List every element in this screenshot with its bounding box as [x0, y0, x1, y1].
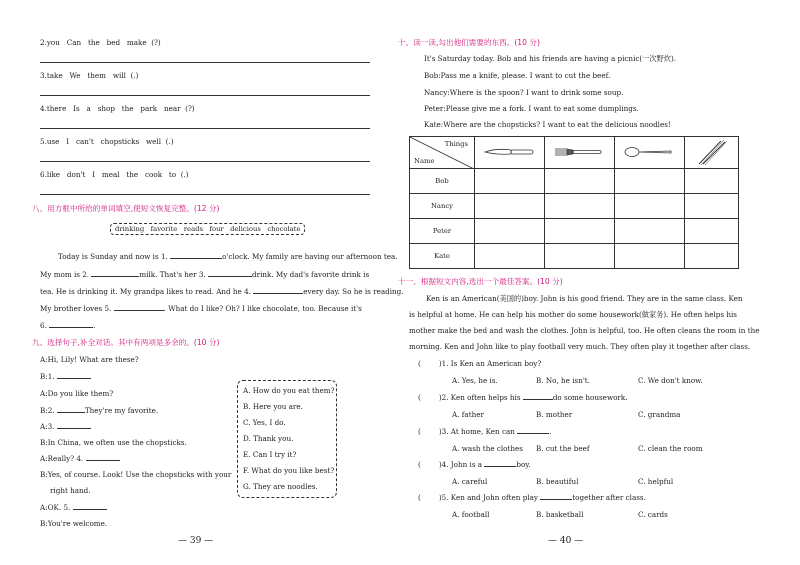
passage-text: tea. He is drinking it. My grandpa likes to read. And he 4. — [40, 287, 251, 296]
item-number: 2. — [40, 38, 47, 47]
passage-line — [40, 270, 369, 279]
option: B. No, he isn't. — [536, 376, 590, 385]
blank-3[interactable] — [208, 276, 252, 277]
dialog-line: B:In China, we often use the chopsticks. — [40, 438, 187, 447]
punctuation-hint: (.) — [130, 71, 139, 80]
check-cell[interactable] — [684, 244, 738, 269]
section-11-title: 十一、根据短文内容,选出一个最佳答案。(10 分) — [398, 277, 563, 286]
item-number: 6. — [40, 170, 47, 179]
spoon-column-header — [614, 137, 684, 169]
dialog-line: B:Yes, of course. Look! Use the chopsticks with your — [40, 470, 232, 479]
option: A. football — [452, 510, 490, 519]
question-text: 5. Ken and John often play — [441, 493, 538, 502]
check-cell[interactable] — [614, 194, 684, 219]
passage-line — [40, 287, 404, 296]
name-cell: Nancy — [410, 194, 475, 219]
option: C. cards — [638, 510, 668, 519]
answer-line[interactable] — [40, 95, 370, 96]
story-line: It's Saturday today. Bob and his friends are having a picnic(一次野炊). — [424, 54, 677, 63]
passage-text: every day. So he is reading. — [303, 287, 404, 296]
paren: ( — [418, 493, 421, 502]
table-row — [410, 169, 739, 194]
check-cell[interactable] — [475, 244, 545, 269]
page-number-left: — 39 — — [178, 536, 214, 546]
check-cell[interactable] — [684, 169, 738, 194]
table-corner-cell — [410, 137, 475, 169]
punctuation-hint: (?) — [151, 38, 161, 47]
passage-line — [58, 252, 398, 261]
dialog-blank-3[interactable] — [57, 428, 91, 429]
punctuation-hint: (.) — [180, 170, 189, 179]
dialog-line — [40, 454, 120, 463]
story-line: Bob:Pass me a knife, please. I want to cut the beef. — [424, 71, 611, 80]
option: A. careful — [452, 477, 488, 486]
dialog-blank-1[interactable] — [57, 378, 91, 379]
answer-line[interactable] — [40, 161, 370, 162]
knife-column-header — [475, 137, 545, 169]
paren: ( — [418, 359, 421, 368]
dialog-blank-4[interactable] — [86, 460, 120, 461]
option-a: A. How do you eat them? — [243, 386, 335, 395]
blank-2[interactable] — [91, 276, 139, 277]
corner-name-label: Name — [414, 157, 435, 165]
dialog-text: B:2. — [40, 406, 55, 415]
paren: ) — [438, 359, 442, 368]
paren: ( — [418, 393, 421, 402]
question-5 — [418, 493, 646, 502]
paren: ) — [438, 393, 442, 402]
option-g: G. They are noodles. — [243, 482, 318, 491]
dialog-blank-5[interactable] — [73, 509, 107, 510]
punctuation-hint: (.) — [165, 137, 174, 146]
section-9-title: 九、选择句子,补全对话。其中有两项是多余的。(10 分) — [32, 338, 220, 347]
question-1 — [418, 359, 541, 368]
punctuation-hint: (?) — [185, 104, 195, 113]
table-row — [410, 244, 739, 269]
spoon-icon — [623, 145, 675, 159]
sentence-item — [40, 71, 138, 80]
dialog-text: B:1. — [40, 372, 55, 381]
option: B. beautiful — [536, 477, 579, 486]
page-number-right: — 40 — — [548, 536, 584, 546]
fork-icon — [553, 145, 605, 159]
dialog-text: A:3. — [40, 422, 55, 431]
option-d: D. Thank you. — [243, 434, 294, 443]
passage-text: drink. My dad's favorite drink is — [252, 270, 370, 279]
check-cell[interactable] — [544, 244, 614, 269]
blank-6[interactable] — [49, 327, 93, 328]
item-number: 5. — [40, 137, 47, 146]
table-row — [410, 219, 739, 244]
passage-text: . — [93, 321, 96, 330]
dialog-line — [40, 372, 91, 381]
option: A. father — [452, 410, 484, 419]
dialog-blank-2[interactable] — [57, 412, 85, 413]
option: B. mother — [536, 410, 573, 419]
check-cell[interactable] — [544, 219, 614, 244]
option: C. grandma — [638, 410, 681, 419]
question-text: do some housework. — [552, 393, 628, 402]
dialog-text: They're my favorite. — [84, 406, 159, 415]
paren: ) — [438, 460, 442, 469]
check-cell[interactable] — [475, 194, 545, 219]
answer-line[interactable] — [40, 62, 370, 63]
option-c: C. Yes, I do. — [243, 418, 286, 427]
item-number: 3. — [40, 71, 47, 80]
dialog-line: A:Do you like them? — [40, 389, 114, 398]
word-bank-box: drinking favorite reads four delicious chocolate — [110, 223, 305, 235]
things-table — [409, 136, 739, 269]
passage-text: 6. — [40, 321, 47, 330]
question-text: 3. At home, Ken can — [441, 427, 515, 436]
question-text: 4. John is a — [441, 460, 483, 469]
sentence-item — [40, 38, 161, 47]
story-line: Kate:Where are the chopsticks? I want to eat the delicious noodles! — [424, 120, 671, 129]
fork-column-header — [544, 137, 614, 169]
question-blank[interactable] — [523, 399, 553, 400]
check-cell[interactable] — [614, 244, 684, 269]
passage-text: My mom is 2. — [40, 270, 90, 279]
option: B. basketball — [536, 510, 584, 519]
dialog-line — [40, 422, 91, 431]
option-e: E. Can I try it? — [243, 450, 297, 459]
section-10-title: 十、读一读,勾出他们需要的东西。(10 分) — [398, 38, 540, 47]
check-cell[interactable] — [614, 169, 684, 194]
answer-line[interactable] — [40, 194, 370, 195]
story-line: Peter:Please give me a fork. I want to eat some dumplings. — [424, 104, 639, 113]
paren: ( — [418, 460, 421, 469]
blank-5[interactable] — [114, 310, 164, 311]
question-text: 2. Ken often helps his — [441, 393, 521, 402]
dialog-text: A:OK. 5. — [40, 503, 71, 512]
scrambled-words: take We them will — [46, 71, 126, 80]
option-f: F. What do you like best? — [243, 466, 335, 475]
blank-4[interactable] — [253, 293, 303, 294]
blank-1[interactable] — [170, 258, 222, 259]
passage-text: My brother loves 5. — [40, 304, 112, 313]
paren: ) — [438, 493, 442, 502]
check-cell[interactable] — [475, 219, 545, 244]
dialog-text: A:Really? 4. — [40, 454, 84, 463]
knife-icon — [483, 145, 535, 159]
chopsticks-column-header — [684, 137, 738, 169]
sentence-item — [40, 170, 189, 179]
question-3 — [418, 427, 551, 436]
check-cell[interactable] — [684, 219, 738, 244]
question-blank[interactable] — [540, 499, 572, 500]
check-cell[interactable] — [684, 194, 738, 219]
paren: ) — [438, 427, 442, 436]
check-cell[interactable] — [614, 219, 684, 244]
passage-text: o'clock. My family are having our afternoon tea. — [222, 252, 398, 261]
option-b: B. Here you are. — [243, 402, 303, 411]
answer-line[interactable] — [40, 128, 370, 129]
passage-line — [40, 321, 95, 330]
chopsticks-icon — [691, 138, 731, 166]
option: B. cut the beef — [536, 444, 590, 453]
scrambled-words: you Can the bed make — [46, 38, 147, 47]
scrambled-words: use I can't chopsticks well — [46, 137, 162, 146]
question-blank[interactable] — [484, 466, 516, 467]
passage-text: Today is Sunday and now is 1. — [58, 252, 168, 261]
paren: ( — [418, 427, 421, 436]
passage-text: milk. That's her 3. — [139, 270, 206, 279]
reading-line: is helpful at home. He can help his mother do some housework(做家务). He often helps his — [409, 310, 737, 319]
option: C. helpful — [638, 477, 674, 486]
scrambled-words: there Is a shop the park near — [46, 104, 181, 113]
item-number: 4. — [40, 104, 47, 113]
question-text: boy. — [516, 460, 531, 469]
name-cell: Kate — [410, 244, 475, 269]
question-4 — [418, 460, 531, 469]
dialog-line — [40, 406, 158, 415]
check-cell[interactable] — [544, 169, 614, 194]
section-8-title: 八、用方框中所给的单词填空,使短文恢复完整。(12 分) — [32, 204, 220, 213]
dialog-line: A:Hi, Lily! What are these? — [40, 355, 139, 364]
reading-line: mother make the bed and wash the clothes. John is helpful, too. He often cleans the room in the — [409, 326, 760, 335]
name-cell: Peter — [410, 219, 475, 244]
sentence-item — [40, 137, 174, 146]
option: C. clean the room — [638, 444, 703, 453]
passage-text: . What do I like? Oh? I like chocolate, too. Because it's — [163, 304, 362, 313]
dialog-line — [40, 503, 107, 512]
check-cell[interactable] — [475, 169, 545, 194]
question-text: 1. Is Ken an American boy? — [441, 359, 542, 368]
sentence-item — [40, 104, 195, 113]
option: A. Yes, he is. — [452, 376, 498, 385]
dialog-line: B:You're welcome. — [40, 519, 108, 528]
option: C. We don't know. — [638, 376, 703, 385]
scrambled-words: like don't I meal the cook to — [46, 170, 177, 179]
reading-line: Ken is an American(美国的)boy. John is his good friend. They are in the same class. Ken — [426, 294, 743, 303]
question-text: . — [549, 427, 552, 436]
question-blank[interactable] — [517, 433, 549, 434]
corner-things-label: Things — [444, 140, 468, 148]
option: A. wash the clothes — [452, 444, 523, 453]
story-line: Nancy:Where is the spoon? I want to drink some soup. — [424, 88, 624, 97]
dialog-line: right hand. — [50, 486, 91, 495]
question-2 — [418, 393, 628, 402]
passage-line — [40, 304, 362, 313]
reading-line: morning. Ken and John like to play football very much. They often play it together after class. — [409, 342, 751, 351]
check-cell[interactable] — [544, 194, 614, 219]
name-cell: Bob — [410, 169, 475, 194]
question-text: together after class. — [572, 493, 646, 502]
table-row — [410, 194, 739, 219]
